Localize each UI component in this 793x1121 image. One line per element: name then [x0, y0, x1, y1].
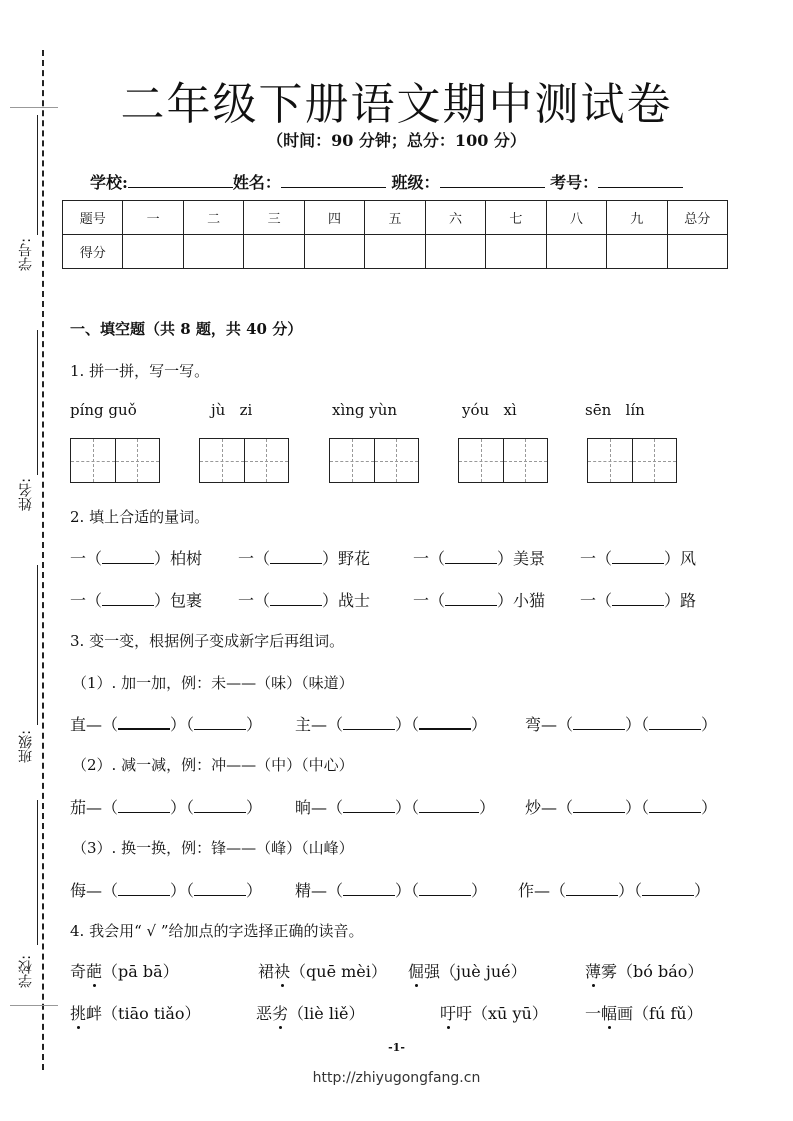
word-change-item: 主—（ ）（ ）	[295, 715, 488, 734]
score-input-cell[interactable]	[183, 235, 243, 269]
exam-subtitle: （时间：90 分钟；总分：100 分）	[267, 131, 526, 150]
score-input-cell[interactable]	[244, 235, 304, 269]
pronunciation-item: 裙袂（quē mèi）	[258, 962, 387, 981]
answer-blank[interactable]	[573, 717, 625, 730]
answer-blank[interactable]	[343, 717, 395, 730]
class-line	[37, 565, 38, 725]
measure-word-item: 一（ ）美景	[413, 549, 546, 568]
pinyin-3: xìng yùn	[332, 401, 398, 419]
dotted-char: 倔	[408, 962, 425, 981]
dotted-char: 挑	[70, 1004, 87, 1023]
table-cell: 五	[365, 201, 425, 235]
score-table	[62, 200, 728, 269]
side-school-label: 学校:	[18, 955, 34, 988]
pronunciation-options[interactable]: （fú fǔ）	[633, 1004, 703, 1023]
writing-grid[interactable]	[458, 438, 548, 483]
answer-blank[interactable]	[270, 593, 322, 606]
pronunciation-options[interactable]: （bó báo）	[617, 962, 704, 981]
question-3-part-3: （3）. 换一换，例：锋——（峰）（山峰）	[72, 839, 354, 857]
writing-grid[interactable]	[199, 438, 289, 483]
measure-word-item: 一（ ）野花	[238, 549, 371, 568]
side-class-label: 班级:	[18, 730, 34, 763]
answer-blank[interactable]	[343, 800, 395, 813]
score-input-cell[interactable]	[486, 235, 546, 269]
table-cell: 六	[425, 201, 485, 235]
pronunciation-options[interactable]: （tiāo tiǎo）	[102, 1004, 201, 1023]
answer-blank[interactable]	[649, 800, 701, 813]
answer-blank[interactable]	[419, 800, 479, 813]
table-cell: 三	[244, 201, 304, 235]
class-label: 班级：	[391, 173, 440, 192]
score-input-cell[interactable]	[425, 235, 485, 269]
answer-blank[interactable]	[343, 883, 395, 896]
question-3-part-1: （1）. 加一加，例：未——（味）（味道）	[72, 674, 354, 692]
answer-blank[interactable]	[118, 800, 170, 813]
dotted-char: 幅	[601, 1004, 618, 1023]
exam-no-field[interactable]	[598, 173, 683, 188]
score-input-cell[interactable]	[304, 235, 364, 269]
answer-blank[interactable]	[612, 551, 664, 564]
pinyin-2: jù zi	[211, 401, 253, 419]
binding-dash-line	[42, 50, 44, 1070]
answer-blank[interactable]	[419, 716, 471, 730]
school-label: 学校:	[90, 173, 128, 192]
school-line	[37, 800, 38, 945]
pronunciation-options[interactable]: （pā bā）	[102, 962, 179, 981]
word-change-item: 作—（ ）（ ）	[518, 881, 711, 900]
answer-blank[interactable]	[270, 551, 322, 564]
measure-word-item: 一（ ）小猫	[413, 591, 546, 610]
pronunciation-item: 一幅画（fú fǔ）	[585, 1004, 703, 1023]
side-name-label: 姓名:	[18, 478, 34, 511]
measure-word-item: 一（ ）包裹	[70, 591, 203, 610]
answer-blank[interactable]	[118, 883, 170, 896]
table-cell: 二	[183, 201, 243, 235]
answer-blank[interactable]	[419, 883, 471, 896]
score-table-header-row	[63, 201, 728, 235]
name-field[interactable]	[281, 173, 386, 188]
footer-url[interactable]: http://zhiyugongfang.cn	[312, 1070, 481, 1086]
answer-blank[interactable]	[573, 800, 625, 813]
measure-word-item: 一（ ）柏树	[70, 549, 203, 568]
writing-grid[interactable]	[329, 438, 419, 483]
dotted-char: 袂	[274, 962, 291, 981]
question-1-prompt: 1. 拼一拼，写一写。	[70, 362, 210, 380]
exam-no-label: 考号：	[550, 173, 599, 192]
pinyin-4: yóu xì	[462, 401, 517, 419]
word-change-item: 茄—（ ）（ ）	[70, 798, 263, 817]
question-2-prompt: 2. 填上合适的量词。	[70, 508, 210, 526]
section-heading: 一、填空题（共 8 题，共 40 分）	[70, 320, 303, 338]
score-input-cell[interactable]	[607, 235, 667, 269]
page-title: 二年级下册语文期中测试卷	[120, 79, 673, 130]
answer-blank[interactable]	[194, 883, 246, 896]
pronunciation-item: 挑衅（tiāo tiǎo）	[70, 1004, 201, 1023]
name-label: 姓名：	[232, 173, 281, 192]
measure-word-item: 一（ ）战士	[238, 591, 371, 610]
score-input-cell[interactable]	[667, 235, 727, 269]
class-field[interactable]	[440, 173, 545, 188]
answer-blank[interactable]	[102, 551, 154, 564]
measure-word-item: 一（ ）路	[580, 591, 697, 610]
table-cell: 题号	[63, 201, 123, 235]
pronunciation-item: 奇葩（pā bā）	[70, 962, 179, 981]
answer-blank[interactable]	[445, 593, 497, 606]
word-change-item: 弯—（ ）（ ）	[525, 715, 718, 734]
pronunciation-options[interactable]: （liè liě）	[288, 1004, 365, 1023]
side-student-no-label: 学号:	[18, 238, 34, 271]
table-cell: 得分	[63, 235, 123, 269]
dotted-char: 劣	[272, 1004, 289, 1023]
table-cell: 八	[546, 201, 606, 235]
answer-blank[interactable]	[566, 883, 618, 896]
question-4-prompt: 4. 我会用“ √ ”给加点的字选择正确的读音。	[70, 922, 364, 940]
table-cell: 一	[123, 201, 183, 235]
pronunciation-item: 薄雾（bó báo）	[585, 962, 704, 981]
table-cell: 四	[304, 201, 364, 235]
student-info-line	[90, 170, 683, 193]
pinyin-1: píng guǒ	[70, 401, 137, 419]
answer-blank[interactable]	[102, 593, 154, 606]
page-number: -1-	[388, 1041, 405, 1054]
pronunciation-options[interactable]: （quē mèi）	[290, 962, 387, 981]
question-3-prompt: 3. 变一变，根据例子变成新字后再组词。	[70, 632, 345, 650]
answer-blank[interactable]	[642, 883, 694, 896]
answer-blank[interactable]	[194, 800, 246, 813]
score-input-cell[interactable]	[123, 235, 183, 269]
score-input-cell[interactable]	[365, 235, 425, 269]
school-field[interactable]	[128, 173, 233, 188]
table-cell: 九	[607, 201, 667, 235]
answer-blank[interactable]	[612, 593, 664, 606]
pronunciation-options[interactable]: （xū yū）	[472, 1004, 548, 1023]
table-cell: 总分	[667, 201, 727, 235]
dotted-char: 薄	[585, 962, 602, 981]
dotted-char: 吁	[440, 1004, 457, 1023]
pronunciation-item: 恶劣（liè liě）	[256, 1004, 365, 1023]
dotted-char: 葩	[86, 962, 103, 981]
name-line	[37, 330, 38, 475]
answer-blank[interactable]	[118, 716, 170, 730]
word-change-item: 晌—（ ）（ ）	[295, 798, 496, 817]
score-input-cell[interactable]	[546, 235, 606, 269]
score-table-score-row	[63, 235, 728, 269]
writing-grid[interactable]	[70, 438, 160, 483]
answer-blank[interactable]	[194, 717, 246, 730]
question-3-part-2: （2）. 减一减，例：冲——（中）（中心）	[72, 756, 354, 774]
word-change-item: 精—（ ）（ ）	[295, 881, 488, 900]
measure-word-item: 一（ ）风	[580, 549, 697, 568]
word-change-item: 侮—（ ）（ ）	[70, 881, 263, 900]
pronunciation-options[interactable]: （juè jué）	[440, 962, 527, 981]
answer-blank[interactable]	[445, 551, 497, 564]
table-cell: 七	[486, 201, 546, 235]
pronunciation-item: 倔强（juè jué）	[408, 962, 527, 981]
pronunciation-item: 吁吁（xū yū）	[440, 1004, 548, 1023]
answer-blank[interactable]	[649, 717, 701, 730]
writing-grid[interactable]	[587, 438, 677, 483]
pinyin-5: sēn lín	[585, 401, 645, 419]
word-change-item: 直—（ ）（ ）	[70, 715, 263, 734]
word-change-item: 炒—（ ）（ ）	[525, 798, 718, 817]
margin-mark-bottom	[10, 1005, 58, 1006]
